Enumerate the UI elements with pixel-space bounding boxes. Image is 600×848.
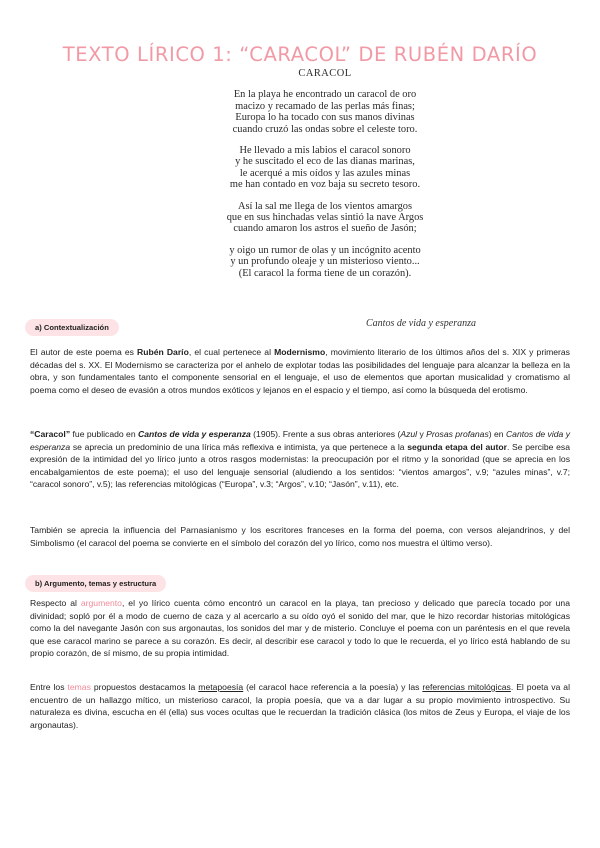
- paragraph-author: [30, 346, 570, 396]
- text-run: , movimiento literario de los últimos años del s. XIX y primeras décadas del s. XX. El Modernismo se caracteriza por el anhelo de explotar todas las posibilidades del lenguaje para alcanzar la belleza en la obra, y son fundamentales tanto el componente sensorial en el lenguaje, el uso de elementos que aportan musicalidad y cromatismo al poema como el deseo de evasión a otros mundos exóticos y lejanos en el espacio y el tiempo, así como la búsqueda del erotismo.: [30, 347, 570, 395]
- poem-verse: macizo y recamado de las perlas más finas;: [235, 100, 415, 112]
- section-badge-contextualizacion: a) Contextualización: [25, 319, 119, 336]
- paragraph-influences: También se aprecia la influencia del Parnasianismo y los escritores franceses en la forma del poema, con versos alejandrinos, y del Simbolismo (el caracol del poema se convierte en el símbolo del corazón del yo lírico, como nos muestra el último verso).: [30, 525, 570, 548]
- poem-stanza: [175, 145, 475, 191]
- poem-verse: Así la sal me llega de los vientos amargos: [237, 200, 413, 212]
- page-title: TEXTO LÍRICO 1: “CARACOL” DE RUBÉN DARÍO: [62, 43, 538, 67]
- poem-name: “Caracol”: [30, 429, 71, 439]
- text-run: . El poeta va al encuentro de un hallazgo mítico, un misterioso caracol, la propia poesía, que va a dar lugar a su propio movimiento introspectivo. Su naturaleza es divina, escucha en él (ella) sus voces ocultas que le recuerdan la tradición clásica (los mitos de Zeus y Europa, el viaje de los argonautas).: [30, 682, 571, 730]
- text-run: , el cual pertenece al: [188, 347, 275, 357]
- paragraph-themes: [30, 681, 570, 731]
- keyword-metapoesia: metapoesía: [198, 682, 244, 692]
- text-run: se aprecia un predominio de una lírica más reflexiva e intimista, ya que pertenece a la: [70, 441, 408, 452]
- poem-verse: le acerqué a mis oídos y las azules minas: [239, 167, 411, 179]
- text-run: propuestos destacamos la: [90, 682, 199, 692]
- text-run: (1905). Frente a sus obras anteriores (: [250, 429, 401, 439]
- text-run: y: [417, 429, 427, 439]
- keyword-referencias: referencias mitológicas: [422, 682, 511, 692]
- poem-stanza: [175, 89, 475, 135]
- text-run: El autor de este poema es: [30, 347, 138, 357]
- poem-verse: (El caracol la forma tiene de un corazón).: [238, 267, 412, 279]
- text-run: , el yo lírico cuenta cómo encontró un caracol en la playa, tan precioso y delicado que parecía tocado por una divinidad; sopló por él a modo de cuerno de caza y al acercarlo a su oído oyó el sonido del mar, que le hizo recordar historias mitológicas como la del navegante Jasón con sus argonautas, los sonidos del mar y de misterio. Concluye el poema con un paréntesis en el que revela que ese caracol marino se parece a su corazón. Es decir, al describir ese caracol y todo lo que le recuerda, el yo lírico está hablando de su propio corazón, de sí mismo, de su propia intimidad.: [30, 598, 570, 659]
- poem-stanza: [175, 201, 475, 235]
- poem: [175, 68, 475, 289]
- book-title: Prosas profanas: [426, 429, 489, 439]
- book-title: Cantos de vida y esperanza: [138, 429, 251, 439]
- poem-verse: y oigo un rumor de olas y un incógnito acento: [229, 244, 421, 256]
- poem-verse: y he suscitado el eco de las dianas marinas,: [235, 156, 415, 168]
- poem-verse: cuando amaron los astros el sueño de Jasón;: [233, 223, 417, 235]
- text-run: Respecto al: [30, 598, 81, 608]
- paragraph-argument: [30, 597, 570, 660]
- emphasis: segunda etapa del autor: [407, 441, 507, 452]
- text-run: (el caracol hace referencia a la poesía) y las: [243, 682, 423, 692]
- paragraph-publication: [30, 428, 570, 491]
- keyword-argumento: argumento: [80, 598, 122, 608]
- poem-verse: Europa lo ha tocado con sus manos divinas: [235, 112, 415, 124]
- poem-verse: que en sus hinchadas velas sintió la nave Argos: [226, 212, 424, 224]
- poem-verse: He llevado a mis labios el caracol sonoro: [239, 145, 411, 157]
- poem-stanza: [175, 245, 475, 279]
- text-run: fue publicado en: [70, 429, 139, 439]
- poem-verse: me han contado en voz baja su secreto tesoro.: [229, 179, 421, 191]
- poem-verse: y un profundo oleaje y un misterioso viento...: [230, 256, 420, 268]
- poem-verse: cuando cruzó las ondas sobre el celeste toro.: [232, 123, 418, 135]
- keyword-temas: temas: [67, 682, 91, 692]
- text-run: ) en: [488, 429, 506, 439]
- text-run: . Se percibe esa expresión de la intimidad del yo lírico junto a otros rasgos modernistas: la preocupación por el ritmo y la sonoridad (que se aprecia en los encabalgamientos de este poema); el uso del lenguaje sensorial (aludiendo a los sentidos: “vientos amargos”, v.9; “azules minas”, v.7; “caracol sonoro”, v.5); las referencias mitológicas (“Europa”, v.3; “Argos”, v.10; “Jasón”, v.11), etc.: [30, 441, 570, 490]
- poem-title: CARACOL: [298, 68, 352, 79]
- book-title: Cantos de vida y esperanza: [30, 429, 571, 452]
- movement-name: Modernismo: [274, 347, 326, 357]
- poem-verse: En la playa he encontrado un caracol de oro: [233, 89, 417, 101]
- book-title: Azul: [400, 429, 418, 439]
- section-badge-argumento: b) Argumento, temas y estructura: [25, 575, 166, 592]
- poem-source: Cantos de vida y esperanza: [366, 318, 476, 329]
- text-run: Entre los: [30, 682, 68, 692]
- author-name: Rubén Darío: [137, 347, 189, 357]
